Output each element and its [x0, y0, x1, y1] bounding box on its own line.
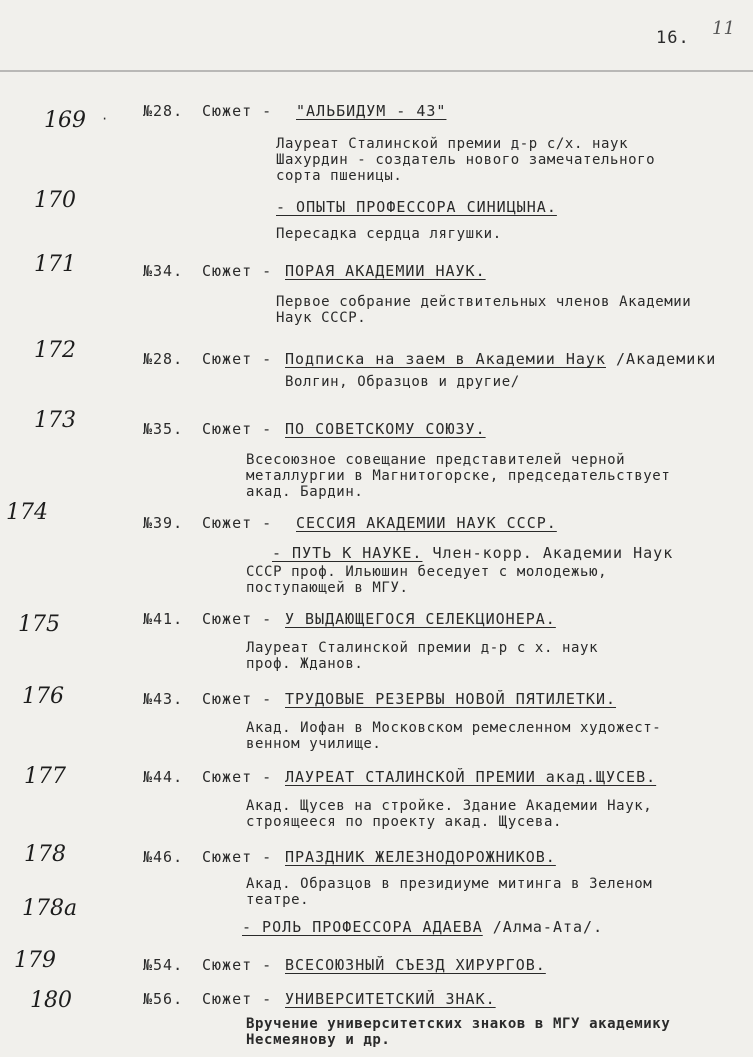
margin-number: 177	[24, 764, 66, 789]
margin-number: 171	[34, 252, 76, 277]
entry-subtitle-rest: Член-корр. Академии Наук	[422, 544, 674, 562]
entry-label: Сюжет -	[202, 956, 273, 974]
margin-number: 174	[6, 500, 48, 525]
margin-number: 180	[30, 988, 72, 1013]
entry-description: Пересадка сердца лягушки.	[276, 226, 502, 242]
entry-number: №56.	[143, 990, 184, 1008]
entry-description: Лауреат Сталинской премии д-р с/х. наук Шахурдин - создатель нового замечательного сорта пшеницы.	[276, 136, 656, 184]
entry-description: Всесоюзное совещание представителей черной металлургии в Магнитогорске, председательствует акад. Бардин.	[246, 452, 671, 500]
entry-description: Акад. Щусев на стройке. Здание Академии Наук, строящееся по проекту акад. Щусева.	[246, 798, 653, 830]
entry-title-line	[242, 918, 603, 936]
entry-number: №34.	[143, 262, 184, 280]
entry-label: Сюжет -	[202, 610, 273, 628]
margin-number: 176	[22, 684, 64, 709]
entry-title: Подписка на заем в Академии Наук	[285, 350, 606, 368]
margin-number: 169	[44, 108, 86, 133]
entry-title: ВСЕСОЮЗНЫЙ СЪЕЗД ХИРУРГОВ.	[285, 956, 546, 974]
entry-title: "АЛЬБИДУМ - 43"	[296, 102, 447, 120]
entry-label: Сюжет -	[202, 350, 273, 368]
entry-number: №54.	[143, 956, 184, 974]
entry-title: УНИВЕРСИТЕТСКИЙ ЗНАК.	[285, 990, 496, 1008]
entry-title: СЕССИЯ АКАДЕМИИ НАУК СССР.	[296, 514, 557, 532]
entry-number: №43.	[143, 690, 184, 708]
entry-number: №44.	[143, 768, 184, 786]
entry-title: ЛАУРЕАТ СТАЛИНСКОЙ ПРЕМИИ акад.ЩУСЕВ.	[285, 768, 657, 786]
entry-number: №39.	[143, 514, 184, 532]
entry-subtitle: - ПУТЬ К НАУКЕ.	[272, 544, 423, 562]
handwritten-page-number: 11	[712, 18, 735, 39]
margin-number: 173	[34, 408, 76, 433]
entry-number: №28.	[143, 102, 184, 120]
entry-label: Сюжет -	[202, 768, 273, 786]
entry-number: №41.	[143, 610, 184, 628]
entry-title-rest: /Алма-Ата/.	[482, 918, 604, 936]
entry-title: ПРАЗДНИК ЖЕЛЕЗНОДОРОЖНИКОВ.	[285, 848, 556, 866]
entry-description: Акад. Образцов в президиуме митинга в Зеленом театре.	[246, 876, 653, 908]
entry-label: Сюжет -	[202, 514, 273, 532]
entry-title: ПОРАЯ АКАДЕМИИ НАУК.	[285, 262, 486, 280]
margin-dot: ·	[101, 112, 109, 126]
entry-title: - ОПЫТЫ ПРОФЕССОРА СИНИЦЫНА.	[276, 198, 557, 216]
entry-label: Сюжет -	[202, 102, 273, 120]
margin-number: 175	[18, 612, 60, 637]
margin-number: 170	[34, 188, 76, 213]
entry-label: Сюжет -	[202, 848, 273, 866]
entry-title: У ВЫДАЮЩЕГОСЯ СЕЛЕКЦИОНЕРА.	[285, 610, 556, 628]
entry-subtitle-line	[272, 544, 673, 562]
entry-label: Сюжет -	[202, 420, 273, 438]
entry-title-rest: /Академики	[605, 350, 717, 368]
entry-description: Вручение университетских знаков в МГУ академику Несмеянову и др.	[246, 1016, 671, 1048]
page-number: 16.	[656, 28, 690, 48]
margin-number: 178а	[22, 896, 78, 921]
entry-number: №46.	[143, 848, 184, 866]
top-divider	[0, 70, 753, 72]
entry-description: Лауреат Сталинской премии д-р с х. наук проф. Жданов.	[246, 640, 599, 672]
entry-description: Волгин, Образцов и другие/	[285, 374, 520, 390]
entry-label: Сюжет -	[202, 990, 273, 1008]
margin-number: 172	[34, 338, 76, 363]
entry-description: СССР проф. Ильюшин беседует с молодежью, поступающей в МГУ.	[246, 564, 608, 596]
entry-label: Сюжет -	[202, 262, 273, 280]
entry-title: ПО СОВЕТСКОМУ СОЮЗУ.	[285, 420, 486, 438]
entry-number: №35.	[143, 420, 184, 438]
entry-label: Сюжет -	[202, 690, 273, 708]
entry-title-line	[285, 350, 716, 368]
entry-number: №28.	[143, 350, 184, 368]
entry-title: ТРУДОВЫЕ РЕЗЕРВЫ НОВОЙ ПЯТИЛЕТКИ.	[285, 690, 617, 708]
margin-number: 179	[14, 948, 56, 973]
margin-number: 178	[24, 842, 66, 867]
entry-description: Акад. Иофан в Московском ремесленном художест- венном училище.	[246, 720, 662, 752]
entry-description: Первое собрание действительных членов Академии Наук СССР.	[276, 294, 692, 326]
entry-title: - РОЛЬ ПРОФЕССОРА АДАЕВА	[242, 918, 483, 936]
